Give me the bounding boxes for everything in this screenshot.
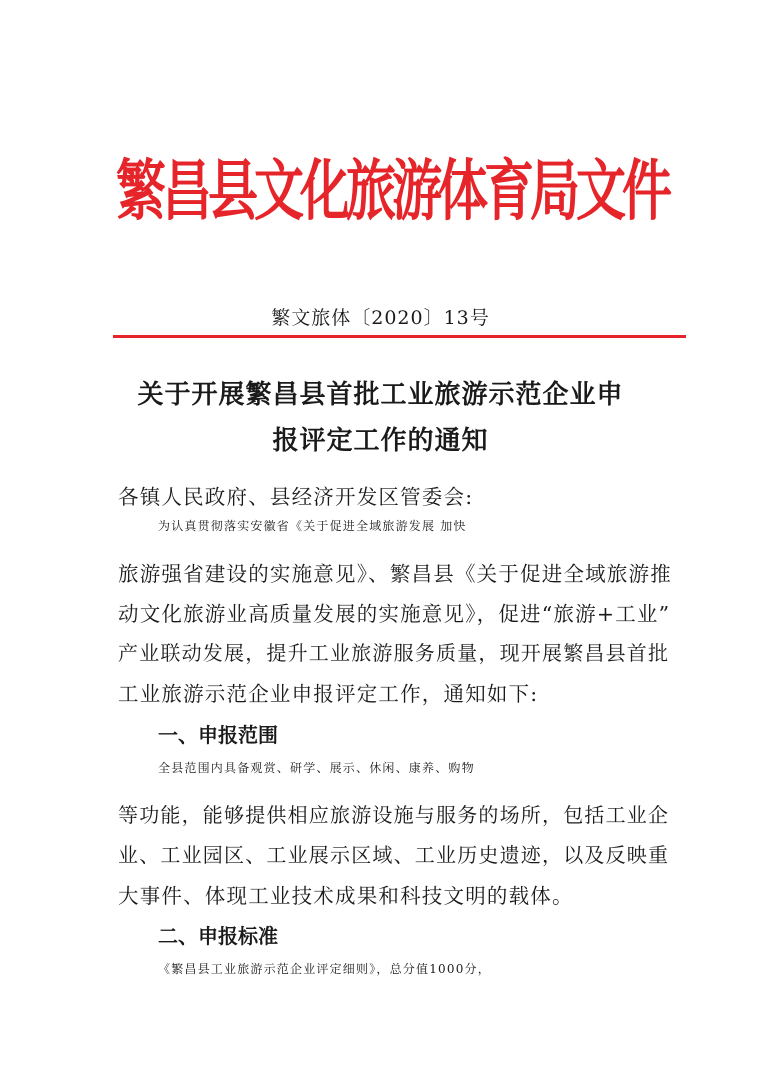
intro-line-2: 旅游强省建设的实施意见》、繁昌县《关于促进全域旅游推 — [118, 562, 672, 586]
intro-line-1: 为认真贯彻落实安徽省《关于促进全域旅游发展 加快 — [158, 519, 467, 533]
section-heading-criteria: 二、申报标准 — [158, 924, 278, 948]
red-divider-line — [113, 335, 686, 338]
intro-line-3: 动文化旅游业高质量发展的实施意见》，促进“旅游+工业” — [118, 602, 671, 626]
intro-line-5: 工业旅游示范企业申报评定工作，通知如下: — [118, 682, 539, 706]
intro-line-4: 产业联动发展，提升工业旅游服务质量，现开展繁昌县首批 — [118, 641, 670, 665]
notice-title-line-1: 关于开展繁昌县首批工业旅游示范企业申 — [137, 380, 624, 410]
criteria-line-1: 《繁昌县工业旅游示范企业评定细则》，总分值1000分， — [158, 962, 491, 976]
scope-line-1: 全县范围内具备观赏、研学、展示、休闲、康养、购物 — [158, 761, 475, 775]
document-header-title: 繁昌县文化旅游体育局文件 — [116, 153, 668, 230]
addressee: 各镇人民政府、县经济开发区管委会: — [118, 485, 474, 509]
scope-line-4: 大事件、体现工业技术成果和科技文明的载体。 — [118, 884, 574, 908]
notice-title-line-2: 报评定工作的通知 — [272, 426, 489, 456]
scope-line-2: 等功能，能够提供相应旅游设施与服务的场所，包括工业企 — [118, 803, 670, 827]
scope-line-3: 业、工业园区、工业展示区域、工业历史遗迹，以及反映重 — [118, 843, 670, 867]
document-number: 繁文旅体〔2020〕13号 — [271, 307, 490, 329]
section-heading-scope: 一、申报范围 — [158, 723, 278, 747]
